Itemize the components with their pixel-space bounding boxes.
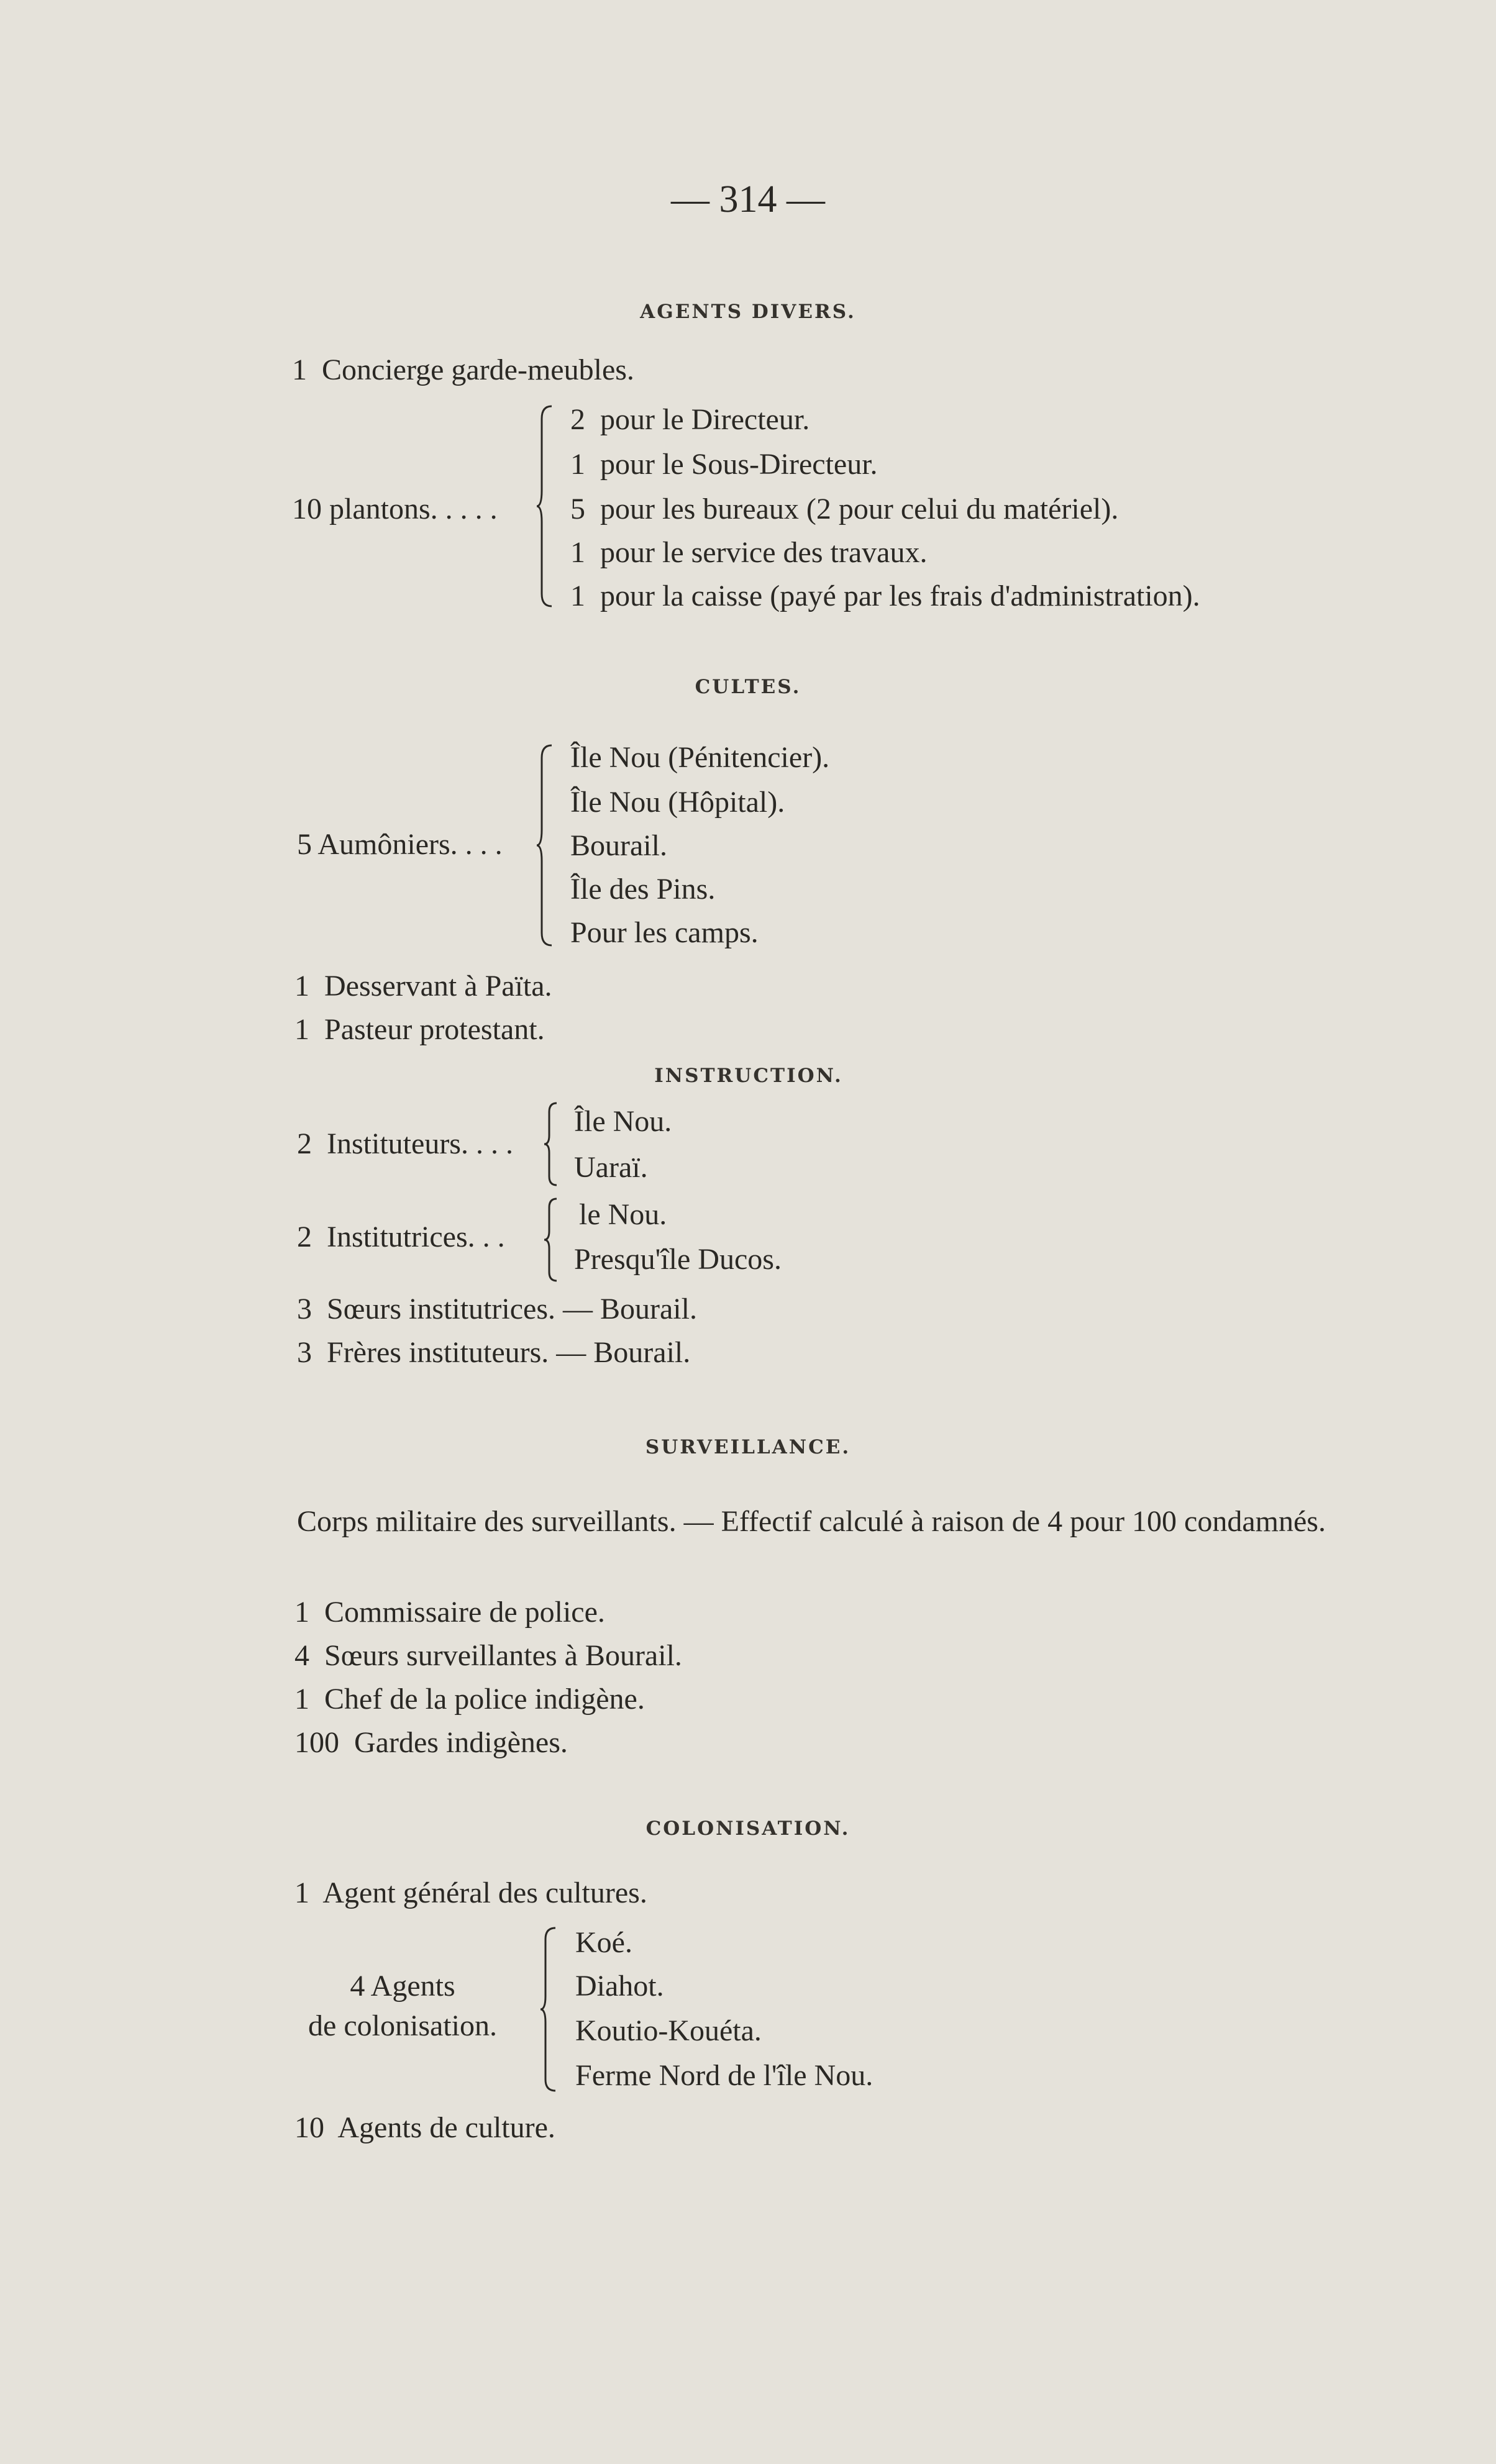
item-count: 2 xyxy=(297,1127,312,1160)
item-text: Desservant à Païta. xyxy=(324,970,552,1002)
item-text: pour les bureaux (2 pour celui du matériel). xyxy=(600,493,1119,525)
list-item: Koutio-Kouéta. xyxy=(575,2014,762,2047)
institutrices-label xyxy=(297,1222,505,1252)
item-count: 1 xyxy=(294,1876,309,1909)
item-text: pour le Directeur. xyxy=(600,403,810,436)
item-count: 3 xyxy=(297,1293,312,1325)
item-text: Agents de culture. xyxy=(337,2111,555,2144)
item-count: 1 xyxy=(294,1013,309,1046)
list-item xyxy=(292,355,634,385)
item-count: 1 xyxy=(294,1683,309,1716)
list-item xyxy=(297,1294,697,1324)
item-count: 5 xyxy=(570,493,585,525)
item-count: 4 xyxy=(294,1639,309,1672)
brace xyxy=(543,1101,559,1188)
list-item: Bourail. xyxy=(570,829,667,862)
aumoniers-label: 5 Aumôniers. . . . xyxy=(297,828,503,861)
list-item xyxy=(294,1641,682,1671)
brace xyxy=(539,1925,558,2093)
item-text: Chef de la police indigène. xyxy=(324,1683,645,1716)
list-item: Diahot. xyxy=(575,1970,664,2003)
item-text: pour la caisse (payé par les frais d'administration). xyxy=(600,580,1200,612)
list-item: Île des Pins. xyxy=(570,873,716,906)
item-count: 1 xyxy=(292,353,307,386)
surveillance-paragraph: Corps militaire des surveillants. — Effectif calculé à raison de 4 pour 100 condamnés. xyxy=(297,1505,1326,1538)
list-item xyxy=(294,1728,568,1758)
brace xyxy=(536,404,554,609)
list-item: Île Nou (Hôpital). xyxy=(570,786,785,819)
brace xyxy=(536,743,554,948)
brace xyxy=(543,1196,559,1283)
item-count: 1 xyxy=(294,970,309,1002)
plantons-label: 10 plantons. . . . . xyxy=(292,493,498,525)
list-item xyxy=(294,2113,555,2143)
item-count: 2 xyxy=(297,1221,312,1253)
list-item xyxy=(294,971,552,1001)
item-text: Sœurs institutrices. — Bourail. xyxy=(327,1293,697,1325)
list-item xyxy=(570,538,927,568)
item-count: 1 xyxy=(570,448,585,481)
list-item: Presqu'île Ducos. xyxy=(574,1243,782,1276)
list-item: Ferme Nord de l'île Nou. xyxy=(575,2059,873,2092)
item-text: Sœurs surveillantes à Bourail. xyxy=(324,1639,682,1672)
item-text: Institutrices. . . xyxy=(327,1221,505,1253)
item-text: Gardes indigènes. xyxy=(354,1726,568,1759)
item-text: Agent général des cultures. xyxy=(322,1876,647,1909)
item-text: pour le Sous-Directeur. xyxy=(600,448,878,481)
section-heading-colonisation: COLONISATION. xyxy=(645,1817,851,1840)
list-item xyxy=(294,1684,645,1714)
item-text: pour le service des travaux. xyxy=(600,536,928,569)
label-line: 4 Agents xyxy=(350,1970,455,2003)
item-text: Instituteurs. . . . xyxy=(327,1127,513,1160)
list-item xyxy=(570,450,878,480)
item-text: Frères instituteurs. — Bourail. xyxy=(327,1336,691,1369)
list-item: Île Nou (Pénitencier). xyxy=(570,741,830,774)
list-item: Uaraï. xyxy=(574,1151,648,1184)
item-text: Commissaire de police. xyxy=(324,1596,605,1629)
list-item: le Nou. xyxy=(579,1198,667,1231)
list-item xyxy=(570,494,1118,524)
section-heading-instruction: INSTRUCTION. xyxy=(654,1065,843,1087)
item-count: 1 xyxy=(570,536,585,569)
item-count: 2 xyxy=(570,403,585,436)
item-count: 100 xyxy=(294,1726,339,1759)
item-text: Concierge garde-meubles. xyxy=(322,353,634,386)
item-count: 3 xyxy=(297,1336,312,1369)
list-item xyxy=(570,405,810,435)
instituteurs-label xyxy=(297,1129,513,1159)
item-count: 1 xyxy=(294,1596,309,1629)
item-count: 1 xyxy=(570,580,585,612)
list-item: Île Nou. xyxy=(574,1105,672,1138)
list-item: Koé. xyxy=(575,1926,632,1959)
section-heading-surveillance: SURVEILLANCE. xyxy=(645,1436,851,1458)
label-line: de colonisation. xyxy=(308,2009,497,2042)
section-heading-agents-divers: AGENTS DIVERS. xyxy=(640,301,856,323)
section-heading-cultes: CULTES. xyxy=(695,676,801,698)
page-number: — 314 — xyxy=(671,178,825,220)
list-item xyxy=(570,581,1200,611)
list-item xyxy=(297,1338,690,1368)
item-count: 10 xyxy=(294,2111,324,2144)
list-item xyxy=(294,1878,647,1908)
list-item xyxy=(294,1015,545,1045)
item-text: Pasteur protestant. xyxy=(324,1013,545,1046)
list-item: Pour les camps. xyxy=(570,916,759,949)
agents-colonisation-label xyxy=(297,1966,508,2046)
list-item xyxy=(294,1598,605,1627)
